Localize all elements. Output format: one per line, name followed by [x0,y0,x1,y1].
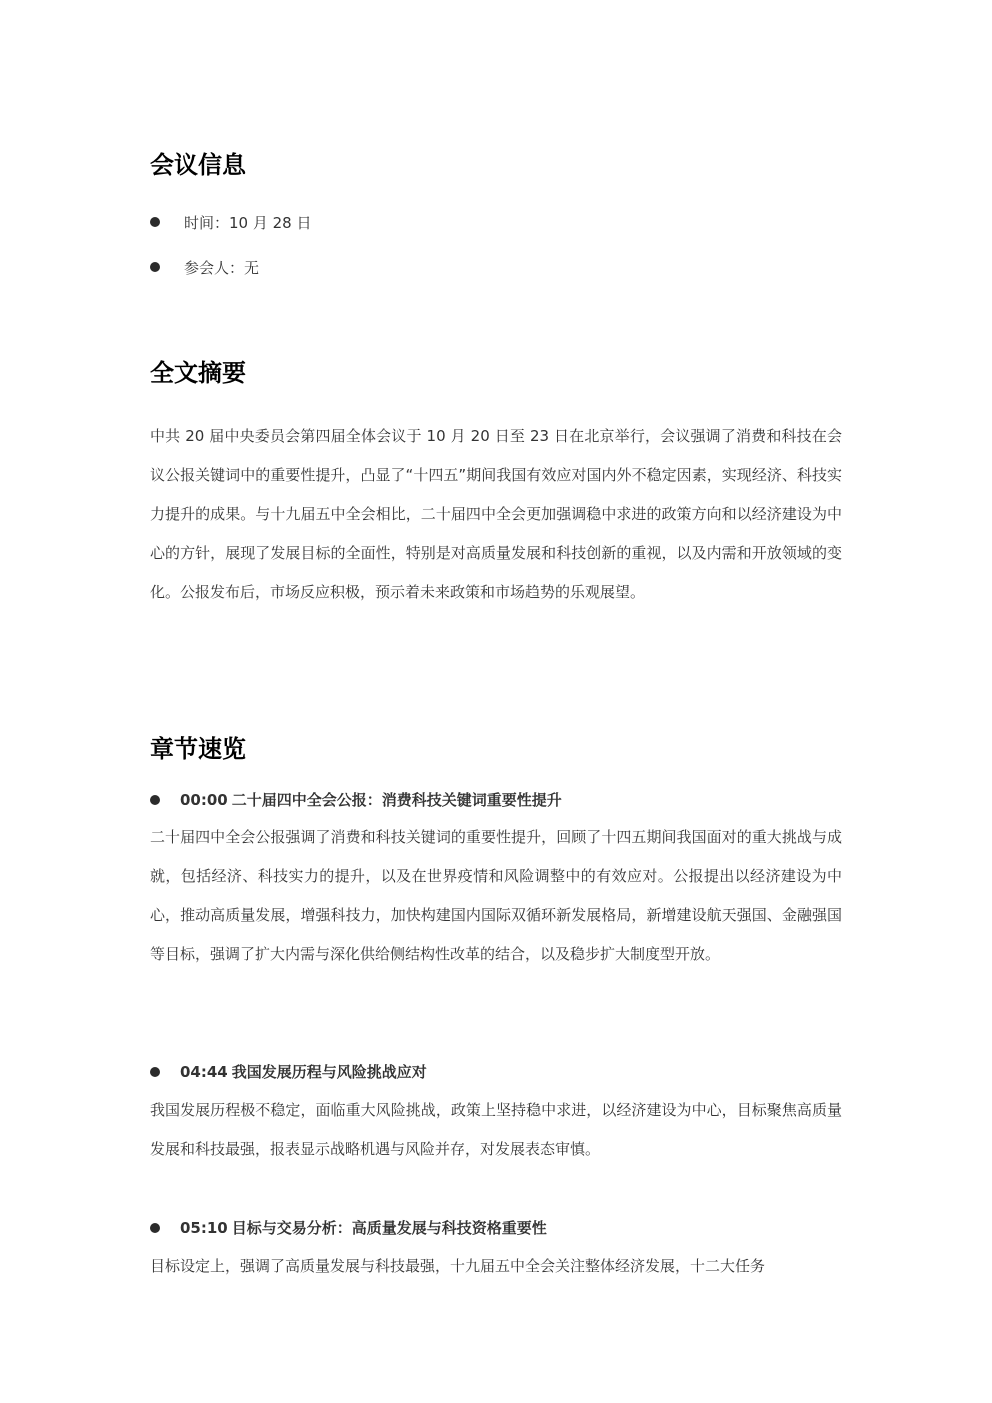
chapter-heading [180,1218,547,1238]
chapter-heading [180,1062,427,1082]
meeting-info-title: 会议信息 [150,151,246,179]
chapter-body: 二十届四中全会公报强调了消费和科技关键词的重要性提升，回顾了十四五期间我国面对的重大挑战与成就，包括经济、科技实力的提升，以及在世界疫情和风险调整中的有效应对。公报提出以经济建设为中心，推动高质量发展，增强科技力，加快构建国内国际双循环新发展格局，新增建设航天强国、金融强国等目标，强调了扩大内需与深化供给侧结构性改革的结合，以及稳步扩大制度型开放。 [150,828,842,963]
meeting-attendees-value: 无 [244,259,260,277]
summary-title: 全文摘要 [150,359,246,387]
bullet-icon [150,262,160,272]
chapter-timestamp: 00:00 [180,791,228,809]
meeting-attendees-label: 参会人： [184,259,245,277]
bullet-icon [150,217,160,227]
bullet-icon [150,1223,160,1233]
chapter-heading [180,790,562,810]
chapter-body: 目标设定上，强调了高质量发展与科技最强，十九届五中全会关注整体经济发展，十二大任务 [150,1257,766,1275]
chapter-heading-text: 二十届四中全会公报：消费科技关键词重要性提升 [231,791,562,809]
chapter-body: 我国发展历程极不稳定，面临重大风险挑战，政策上坚持稳中求进，以经济建设为中心，目标聚焦高质量发展和科技最强，报表显示战略机遇与风险并存，对发展表态审慎。 [150,1101,842,1158]
bullet-icon [150,1067,160,1077]
chapter-timestamp: 05:10 [180,1219,228,1237]
meeting-attendees-item [184,258,259,278]
meeting-time-item [184,213,312,233]
summary-paragraph: 中共 20 届中央委员会第四届全体会议于 10 月 20 日至 23 日在北京举行，会议强调了消费和科技在会议公报关键词中的重要性提升，凸显了“十四五”期间我国有效应对国内外不稳定因素，实现经济、科技实力提升的成果。与十九届五中全会相比，二十届四中全会更加强调稳中求进的政策方向和以经济建设为中心的方针，展现了发展目标的全面性，特别是对高质量发展和科技创新的重视，以及内需和开放领域的变化。公报发布后，市场反应积极，预示着未来政策和市场趋势的乐观展望。 [150,427,842,601]
meeting-time-label: 时间： [184,214,230,232]
chapter-heading-text: 我国发展历程与风险挑战应对 [231,1063,427,1081]
chapter-heading-text: 目标与交易分析：高质量发展与科技资格重要性 [231,1219,547,1237]
chapter-timestamp: 04:44 [180,1063,228,1081]
meeting-time-value: 10 月 28 日 [229,214,312,232]
bullet-icon [150,795,160,805]
chapters-title: 章节速览 [150,735,246,763]
